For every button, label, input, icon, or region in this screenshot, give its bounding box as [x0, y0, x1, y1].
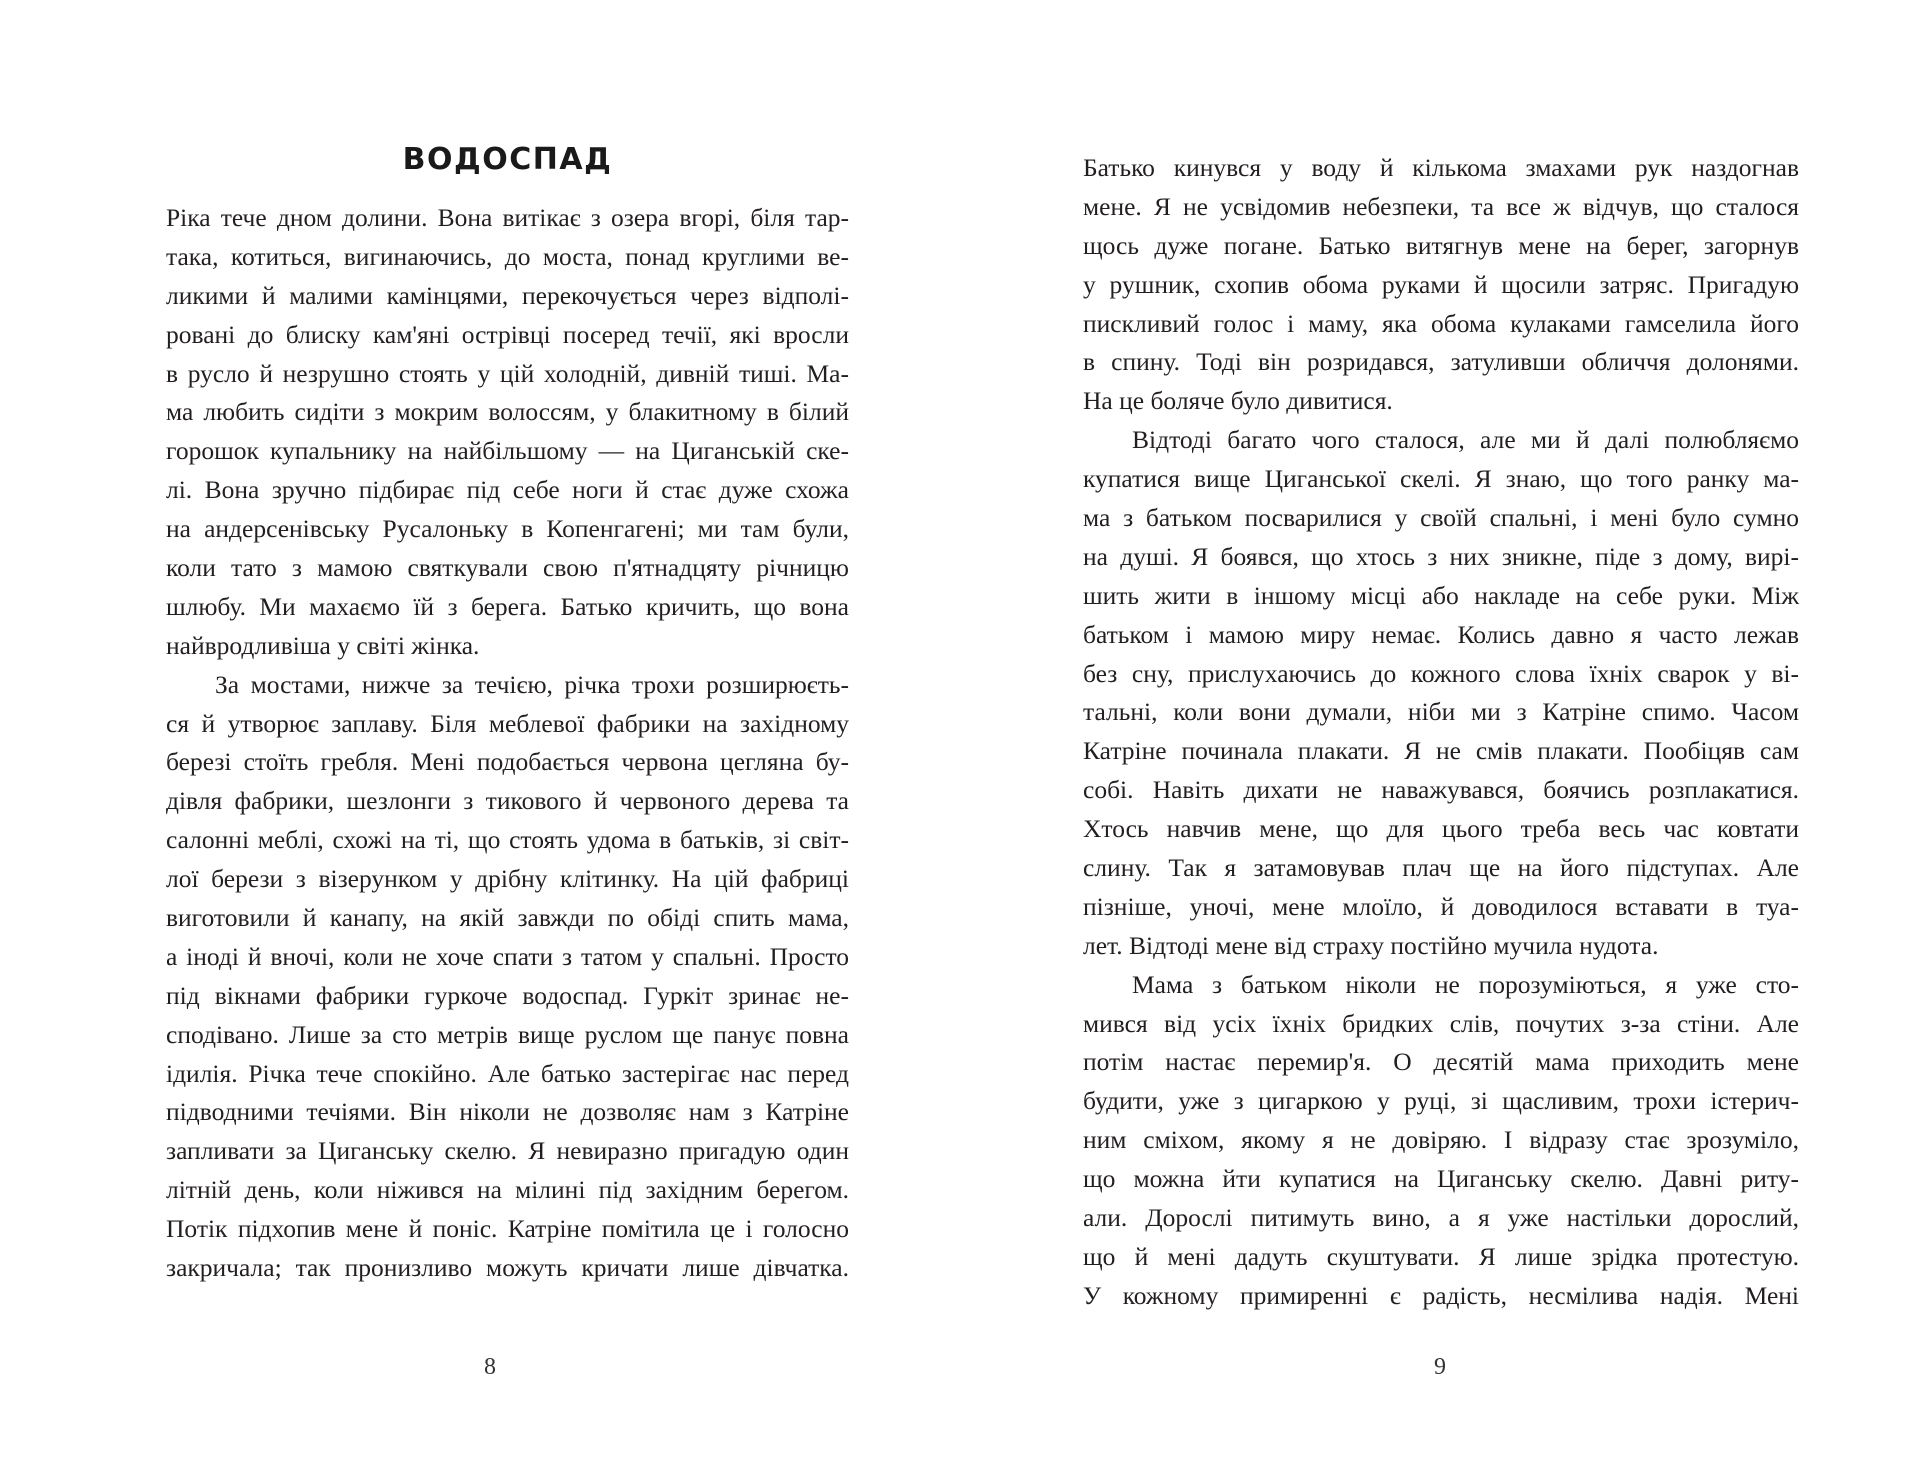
text-line: Ріка тече дном долини. Вона витікає з озера вгорі, біля тар-	[166, 203, 849, 232]
text-line: ликими й малими камінцями, перекочується через відполі-	[166, 280, 849, 310]
text-line: слину. Так я затамовував плач ще на його підступах. Але	[1083, 853, 1799, 883]
text-line: салонні меблі, схожі на ті, що стоять удома в батьків, зі світ-	[166, 825, 849, 855]
text-line: ся й утворює заплаву. Біля меблевої фабрики на західному	[166, 708, 849, 738]
text-line: мене. Я не усвідомив небезпеки, та все ж відчув, що сталося	[1083, 191, 1799, 221]
text-line: підводними течіями. Він ніколи не дозволяє нам з Катріне	[166, 1097, 849, 1127]
right-page	[1083, 0, 1799, 1477]
text-line: али. Дорослі питимуть вино, а я уже настільки дорослий,	[1083, 1203, 1799, 1233]
right-page-body	[1083, 149, 1799, 1316]
text-line: горошок купальнику на найбільшому — на Циганській ске-	[166, 436, 849, 466]
text-line: пискливий голос і маму, яка обома кулаками гамселила його	[1083, 308, 1799, 338]
text-line: лої берези з візерунком у дрібну клітинку. На цій фабриці	[166, 864, 849, 894]
text-line: під вікнами фабрики гуркоче водоспад. Гуркіт зринає не-	[166, 980, 849, 1010]
text-line: будити, уже з цигаркою у руці, зі щасливим, трохи істерич-	[1083, 1086, 1799, 1116]
text-line: Потік підхопив мене й поніс. Катріне помітила це і голосно	[166, 1214, 849, 1244]
text-line: на андерсенівську Русалоньку в Копенгагені; ми там були,	[166, 514, 849, 544]
text-line: сподівано. Лише за сто метрів вище руслом ще панує повна	[166, 1019, 849, 1049]
text-line: на душі. Я боявся, що хтось з них зникне, піде з дому, вирі-	[1083, 541, 1799, 571]
chapter-title: ВОДОСПАД	[402, 142, 613, 177]
text-line: ровані до блиску кам'яні острівці посеред течії, які вросли	[166, 319, 849, 349]
text-line: потім настає перемир'я. О десятій мама приходить мене	[1083, 1047, 1799, 1077]
paragraph	[1083, 966, 1799, 1316]
text-line: ма любить сидіти з мокрим волоссям, у блакитному в білий	[166, 397, 849, 427]
text-line: ма з батьком посварилися у своїй спальні, і мені було сумно	[1083, 503, 1799, 533]
text-line: Відтоді багато чого сталося, але ми й далі полюбляємо	[1132, 425, 1799, 455]
text-line: купатися вище Циганської скелі. Я знаю, що того ранку ма-	[1083, 464, 1799, 494]
text-line: Хтось навчив мене, що для цього треба весь час ковтати	[1083, 814, 1799, 844]
text-line: закричала; так пронизливо можуть кричати лише дівчатка.	[166, 1253, 849, 1283]
text-line: а іноді й вночі, коли не хоче спати з татом у спальні. Просто	[166, 941, 849, 971]
text-line: щось дуже погане. Батько витягнув мене на берег, загорнув	[1083, 230, 1799, 260]
text-line: шить жити в іншому місці або накладе на себе руки. Між	[1083, 580, 1799, 610]
text-line: Батько кинувся у воду й кількома змахами рук наздогнав	[1083, 153, 1799, 182]
page-number-left: 8	[484, 1354, 496, 1380]
text-line: що можна йти купатися на Циганську скелю. Давні риту-	[1083, 1164, 1799, 1194]
text-line: батьком і мамою миру немає. Колись давно я часто лежав	[1083, 619, 1799, 649]
text-line: Мама з батьком ніколи не порозуміються, я уже сто-	[1132, 969, 1799, 999]
text-line: коли тато з мамою святкували свою п'ятнадцяту річницю	[166, 553, 849, 583]
text-line: найвродливіша у світі жінка.	[166, 630, 480, 660]
text-line: що й мені дадуть скуштувати. Я лише зрідка протестую.	[1083, 1241, 1799, 1271]
paragraph	[1083, 421, 1799, 965]
text-line: така, котиться, вигинаючись, до моста, понад круглими ве-	[166, 241, 849, 271]
text-line: у рушник, схопив обома руками й щосили затряс. Пригадую	[1083, 269, 1799, 299]
text-line: За мостами, нижче за течією, річка трохи розширюєть-	[215, 669, 849, 699]
paragraph	[166, 199, 849, 666]
text-line: ним сміхом, якому я не довіряю. І відразу стає зрозуміло,	[1083, 1125, 1799, 1155]
text-line: На це боляче було дивитися.	[1083, 386, 1393, 416]
left-page	[166, 0, 849, 1477]
text-line: дівля фабрики, шезлонги з тикового й червоного дерева та	[166, 786, 849, 816]
text-line: в русло й незрушно стоять у цій холодній, дивній тиші. Ма-	[166, 358, 849, 388]
text-line: без сну, прислухаючись до кожного слова їхніх сварок у ві-	[1083, 658, 1799, 688]
text-line: тальні, коли вони думали, ніби ми з Катріне спимо. Часом	[1083, 697, 1799, 727]
text-line: собі. Навіть дихати не наважувався, боячись розплакатися.	[1083, 775, 1799, 805]
page-number-right: 9	[1434, 1354, 1446, 1380]
text-line: лет. Відтоді мене від страху постійно мучила нудота.	[1083, 930, 1659, 960]
text-line: виготовили й канапу, на якій завжди по обіді спить мама,	[166, 903, 849, 933]
left-page-body	[166, 199, 849, 1288]
text-line: літній день, коли ніжився на мілині під західним берегом.	[166, 1175, 849, 1205]
text-line: У кожному примиренні є радість, несмілива надія. Мені	[1083, 1280, 1799, 1310]
paragraph	[166, 666, 849, 1288]
paragraph	[1083, 149, 1799, 421]
text-line: ідилія. Річка тече спокійно. Але батько застерігає нас перед	[166, 1058, 849, 1088]
text-line: лі. Вона зручно підбирає під себе ноги й стає дуже схожа	[166, 475, 849, 505]
text-line: шлюбу. Ми махаємо їй з берега. Батько кричить, що вона	[166, 591, 849, 621]
text-line: запливати за Циганську скелю. Я невиразно пригадую один	[166, 1136, 849, 1166]
text-line: в спину. Тоді він розридався, затуливши обличчя долонями.	[1083, 347, 1799, 377]
text-line: пізніше, уночі, мене млоїло, й доводилося вставати в туа-	[1083, 891, 1799, 921]
text-line: березі стоїть гребля. Мені подобається червона цегляна бу-	[166, 747, 849, 777]
text-line: мився від усіх їхніх бридких слів, почутих з-за стіни. Але	[1083, 1008, 1799, 1038]
text-line: Катріне починала плакати. Я не смів плакати. Пообіцяв сам	[1083, 736, 1799, 766]
